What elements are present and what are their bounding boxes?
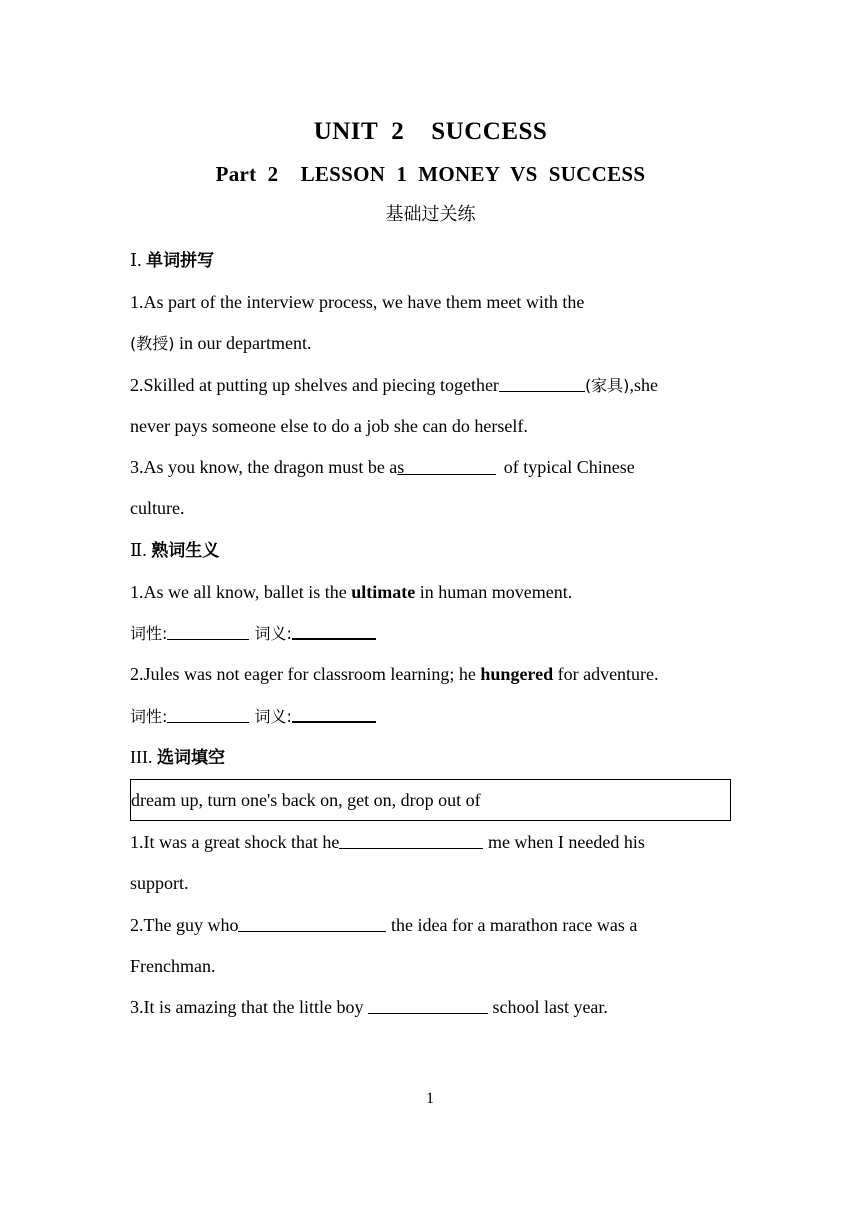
answer-blank[interactable]: [397, 447, 499, 488]
part-of-speech-label: 词性:: [130, 624, 168, 644]
question-text-end: of typical Chinese: [499, 457, 635, 478]
page-content: [130, 112, 731, 1028]
part-of-speech-label: 词性:: [130, 706, 168, 726]
question-text-continued: support.: [130, 873, 189, 894]
answer-blank[interactable]: [238, 913, 386, 932]
question-meaning-2: [130, 654, 731, 695]
question-text: 3.It is amazing that the little boy: [130, 997, 368, 1018]
section-label: 选词填空: [156, 747, 225, 768]
question-text: 2.Jules was not eager for classroom learning; he: [130, 664, 481, 685]
question-text: 1.As we all know, ballet is the: [130, 581, 352, 602]
section-label: 单词拼写: [146, 251, 215, 271]
question-fill-2: [130, 905, 731, 988]
question-text: 1.As part of the interview process, we have them meet with the: [130, 292, 589, 312]
section-numeral: Ⅰ.: [130, 250, 147, 270]
part-of-speech-blank[interactable]: [167, 704, 249, 723]
section-numeral: III.: [130, 746, 157, 767]
question-text-end: for adventure.: [553, 664, 659, 685]
meaning-label: 词义:: [249, 624, 292, 644]
lesson-title: Part 2 LESSON 1 MONEY VS SUCCESS: [215, 162, 646, 186]
section-label: 熟词生义: [151, 540, 220, 561]
word-bank-box: dream up, turn one's back on, get on, drop out of: [130, 779, 731, 821]
question-spelling-2: [130, 365, 731, 448]
section-heading-word-meaning: [130, 530, 731, 572]
answer-line-1: [130, 613, 731, 654]
part-of-speech-blank[interactable]: [167, 621, 249, 640]
question-spelling-3: [130, 447, 731, 530]
blank-start-letter: s: [397, 457, 405, 478]
section-heading-fill-in: [130, 737, 731, 779]
unit-title: UNIT 2 SUCCESS: [313, 118, 548, 145]
answer-line-2: [130, 696, 731, 737]
question-text-continued: never pays someone else to do a job she can do herself.: [130, 415, 528, 436]
page-number: 1: [426, 1090, 434, 1107]
question-fill-1: [130, 822, 731, 905]
meaning-blank[interactable]: [292, 703, 376, 723]
question-text-continued: culture.: [130, 498, 185, 519]
exercise-heading: 基础过关练: [385, 204, 476, 225]
key-word: hungered: [480, 664, 554, 685]
question-fill-3: [130, 987, 731, 1028]
question-meaning-1: [130, 572, 731, 613]
chinese-hint: (教授): [130, 334, 175, 354]
question-text: 3.As you know, the dragon must be a: [130, 457, 398, 478]
meaning-blank[interactable]: [292, 620, 376, 640]
question-spelling-1: [130, 282, 731, 365]
chinese-hint: (家具): [584, 375, 630, 395]
meaning-label: 词义:: [249, 706, 292, 726]
answer-blank[interactable]: [499, 373, 585, 392]
question-text-end: in human movement.: [415, 581, 573, 602]
section-heading-spelling: [130, 240, 731, 282]
question-text-end: ,she: [629, 374, 658, 395]
question-text-end: the idea for a marathon race was a: [386, 914, 638, 935]
question-text: 2.Skilled at putting up shelves and piecing together: [130, 374, 499, 395]
question-text-end: school last year.: [487, 997, 608, 1018]
question-text: 2.The guy who: [130, 914, 239, 935]
question-text: 1.It was a great shock that he: [130, 831, 340, 852]
answer-blank[interactable]: [368, 995, 488, 1014]
key-word: ultimate: [351, 581, 416, 602]
question-text-continued: Frenchman.: [130, 955, 216, 976]
question-text-end: me when I needed his: [483, 831, 645, 852]
question-text-tail: in our department.: [174, 333, 312, 354]
answer-blank[interactable]: [339, 830, 483, 849]
section-numeral: Ⅱ.: [130, 539, 152, 560]
question-text-continued: [130, 333, 311, 353]
